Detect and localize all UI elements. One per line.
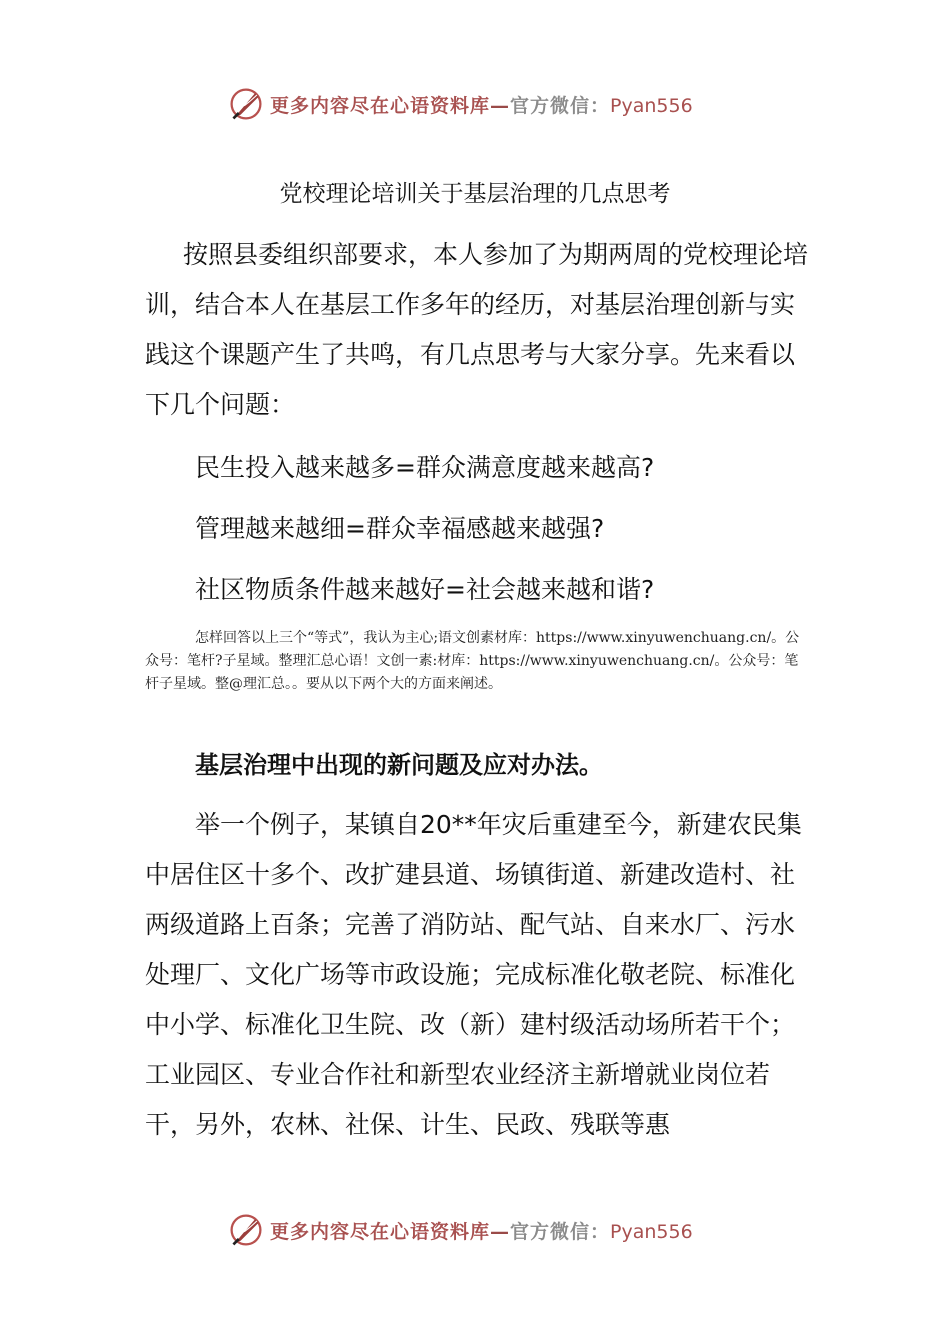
small-note-text: 怎样回答以上三个“等式”，我认为主心;语文创素材库：https://www.xinyuwenchuang.cn/。公众号：笔杆?子星域。整理汇总心语！文创一素:材库：https://www.xinyuwenchuang.cn/。公众号：笔杆子星域。整@理汇总。。要从以下两个大的方面来阐述。 [145,630,800,692]
banner-wechat-id: Pyan556 [610,1220,693,1243]
question-2: 管理越来越细=群众幸福感越来越强? [195,514,605,543]
question-1: 民生投入越来越多=群众满意度越来越高? [195,453,655,482]
small-note [145,627,805,696]
page-title: 党校理论培训关于基层治理的几点思考 [279,181,671,207]
banner-text [270,91,693,118]
banner-wechat-id: Pyan556 [610,94,693,117]
quill-logo-icon [228,1212,264,1248]
header-banner [228,84,693,124]
question-3: 社区物质条件越来越好=社会越来越和谐? [195,575,655,604]
intro-text: 按照县委组织部要求，本人参加了为期两周的党校理论培训，结合本人在基层工作多年的经历，对基层治理创新与实践这个课题产生了共鸣，有几点思考与大家分享。先来看以下几个问题： [145,240,809,419]
quill-logo-icon [228,86,264,122]
banner-dash: — [490,1220,511,1243]
banner-wechat-label: 官方微信： [510,1220,611,1243]
banner-text [270,1217,693,1244]
body-paragraph [145,800,810,1150]
intro-paragraph [145,230,810,430]
section-heading: 基层治理中出现的新问题及应对办法。 [195,751,603,779]
banner-lead: 更多内容尽在心语资料库 [270,1220,491,1243]
banner-lead: 更多内容尽在心语资料库 [270,94,491,117]
body-text: 举一个例子，某镇自20**年灾后重建至今，新建农民集中居住区十多个、改扩建县道、场镇街道、新建改造村、社两级道路上百条；完善了消防站、配气站、自来水厂、污水处理厂、文化广场等市政设施；完成标准化敬老院、标准化中小学、标准化卫生院、改（新）建村级活动场所若干个；工业园区、专业合作社和新型农业经济主新增就业岗位若干，另外，农林、社保、计生、民政、残联等惠 [145,810,802,1139]
footer-banner [228,1210,693,1250]
banner-wechat-label: 官方微信： [510,94,611,117]
banner-dash: — [490,94,511,117]
